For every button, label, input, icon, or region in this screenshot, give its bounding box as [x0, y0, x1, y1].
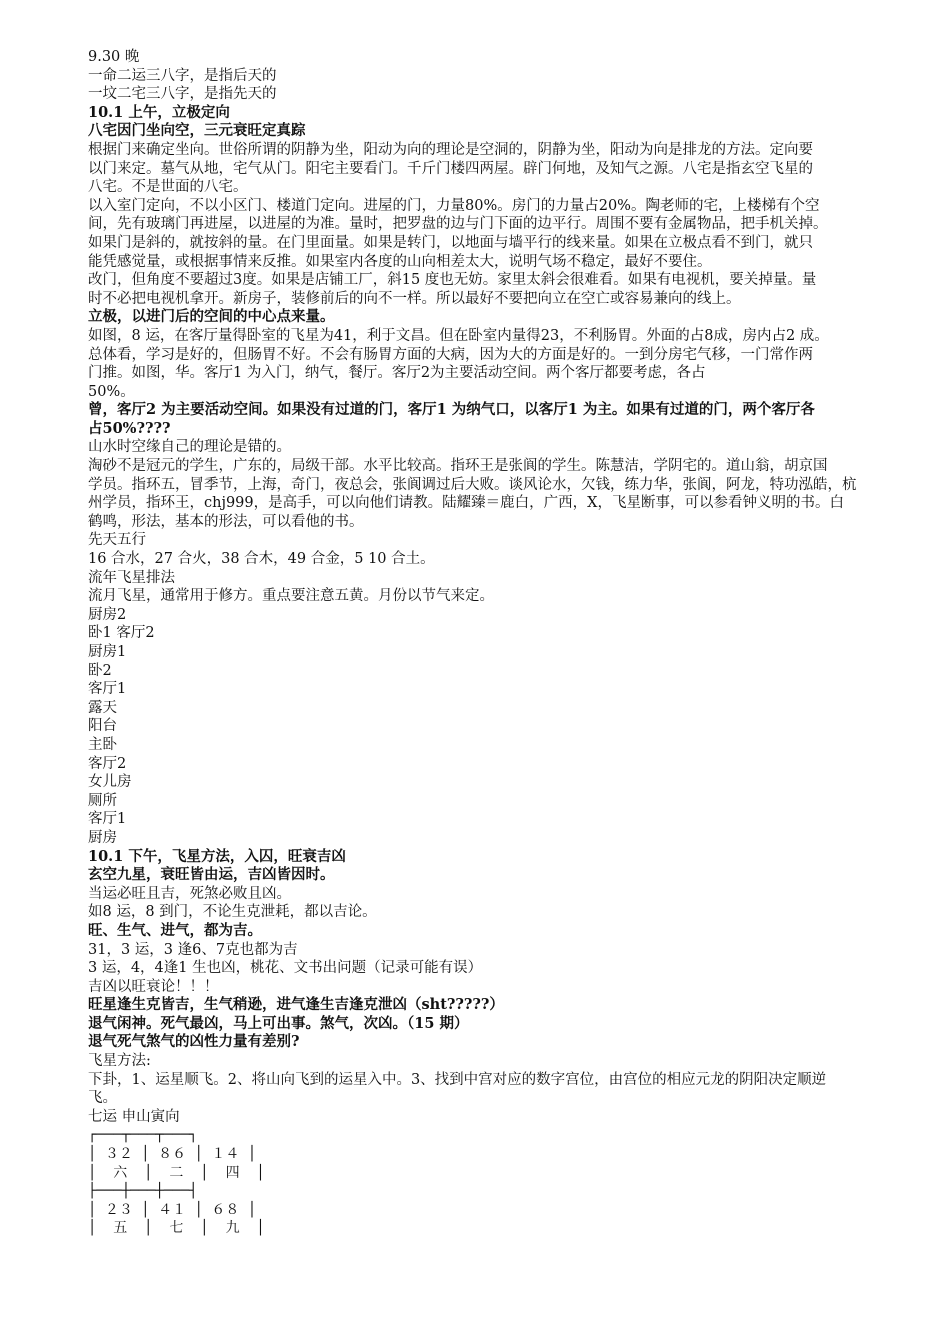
text-line: 如图，8 运，在客厅量得卧室的飞星为41，利于文昌。但在卧室内量得23，不利肠胃。外面的占8成，房内占2 成。	[88, 327, 829, 344]
heading-line: 退气死气煞气的凶性力量有差别?	[88, 1033, 300, 1051]
text-line: 3 运，4，4逢1 生也凶，桃花、文书出问题（记录可能有误）	[88, 960, 483, 977]
text-line: 50%。	[88, 383, 135, 400]
text-line: 一坟二宅三八字，是指先天的	[88, 86, 277, 103]
text-line: 能凭感觉量，或根据事情来反推。如果室内各度的山向相差太大，说明气场不稳定，最好不要住。	[88, 253, 712, 270]
text-line: 厨房1	[88, 644, 127, 660]
heading-line: 玄空九星，衰旺皆由运，吉凶皆因时。	[88, 866, 335, 884]
text-line: 鹤鸣，形法，基本的形法，可以看他的书。	[88, 513, 364, 530]
text-line: 主卧	[88, 736, 117, 753]
text-line: 时不必把电视机拿开。新房子，装修前后的向不一样。所以最好不要把向立在空亡或容易兼向的线上。	[88, 290, 741, 307]
text-line: 改门，但角度不要超过3度。如果是店铺工厂，斜15 度也无妨。家里太斜会很难看。如果有电视机，要关掉量。量	[88, 272, 817, 289]
chart-row: │ 六 │ 二 │ 四 │	[88, 1164, 265, 1181]
text-line: 先天五行	[88, 532, 146, 549]
text-line: 卧2	[88, 662, 112, 679]
text-line: 31，3 运，3 逢6、7克也都为吉	[88, 941, 298, 958]
text-line: 吉凶以旺衰论！！！	[88, 978, 219, 995]
chart-row: │ ２３ │ ４１ │ ６８ │	[88, 1201, 257, 1218]
text-line: 七运 申山寅向	[88, 1108, 180, 1125]
text-line: 如果门是斜的，就按斜的量。在门里面量。如果是转门，以地面与墙平行的线来量。如果在立极点看不到门，就只	[88, 234, 813, 251]
text-line: 八宅。不是世面的八宅。	[88, 179, 248, 196]
text-line: 飞星方法:	[88, 1053, 151, 1070]
heading-line: 占50%????	[88, 419, 171, 437]
heading-line: 退气闲神。死气最凶，马上可出事。煞气，次凶。（15 期）	[88, 1014, 469, 1032]
text-line: 根据门来确定坐向。世俗所谓的阴静为坐，阳动为向的理论是空洞的，阴静为坐，阳动为向是排龙的方法。定向要	[88, 141, 813, 158]
chart-row: │ 五 │ 七 │ 九 │	[88, 1220, 265, 1237]
chart-row: ├───┼───┼───┤	[88, 1183, 198, 1200]
flying-star-chart	[88, 1126, 898, 1238]
heading-line: 八宅因门坐向空，三元衰旺定真踪	[88, 122, 306, 140]
heading-line: 立极，以进门后的空间的中心点来量。	[88, 308, 335, 326]
text-line: 露天	[88, 699, 117, 716]
heading-line: 旺星逢生克皆吉，生气稍逊，进气逢生吉逢克泄凶（sht?????）	[88, 996, 504, 1014]
text-line: 山水时空缘自己的理论是错的。	[88, 439, 291, 456]
text-line: 客厅1	[88, 811, 127, 828]
chart-row: ┌───┬───┬───┐	[88, 1127, 198, 1144]
text-line: 流年飞星排法	[88, 569, 175, 586]
text-line: 州学员，指环王，chj999，是高手，可以向他们请教。陆耀臻＝鹿白，广西，X，飞星断事，可以参看钟义明的书。白	[88, 495, 844, 512]
text-line: 门推。如图，华。客厅1 为入门，纳气，餐厅。客厅2为主要活动空间。两个客厅都要考虑，各占	[88, 365, 706, 382]
text-line: 间，先有玻璃门再进屋，以进屋的为准。量时，把罗盘的边与门下面的边平行。周围不要有金属物品，把手机关掉。	[88, 216, 828, 233]
text-line: 一命二运三八字，是指后天的	[88, 67, 277, 84]
text-line: 当运必旺且吉，死煞必败且凶。	[88, 885, 291, 902]
text-line: 卧1 客厅2	[88, 625, 155, 642]
text-line: 客厅1	[88, 681, 127, 698]
text-line: 以门来定。墓气从地，宅气从门。阳宅主要看门。千斤门楼四两屋。辟门何地，及知气之源。八宅是指玄空飞星的	[88, 160, 813, 177]
heading-line: 旺、生气、进气，都为吉。	[88, 921, 262, 939]
text-line: 淘砂不是冠元的学生，广东的，局级干部。水平比较高。指环王是张阆的学生。陈慧洁，学阴宅的。道山翁，胡京国	[88, 458, 828, 475]
heading-line: 10.1 上午，立极定向	[88, 103, 230, 121]
text-line: 女儿房	[88, 774, 132, 791]
text-line: 总体看，学习是好的，但肠胃不好。不会有肠胃方面的大病，因为大的方面是好的。一到分房宅气移，一门常作两	[88, 346, 813, 363]
text-line: 16 合水，27 合火，38 合木，49 合金，5 10 合土。	[88, 551, 435, 568]
document-page	[88, 48, 898, 1238]
text-line: 厨房2	[88, 606, 127, 623]
chart-row: │ ３２ │ ８６ │ １４ │	[88, 1146, 257, 1163]
text-line: 下卦，1、运星顺飞。2、将山向飞到的运星入中。3、找到中宫对应的数字宫位，由宫位的相应元龙的阴阳决定顺逆	[88, 1071, 827, 1088]
text-line: 厕所	[88, 792, 117, 809]
heading-line: 10.1 下午，飞星方法，入囚，旺衰吉凶	[88, 847, 346, 865]
text-line: 学员。指环五，冒季节，上海，奇门，夜总会，张阆调过后大败。谈风论水，欠钱，练力华，张阆，阿龙，特功泓皓，杭	[88, 476, 857, 493]
text-line: 客厅2	[88, 755, 127, 772]
text-line: 9.30 晚	[88, 49, 140, 65]
text-line: 飞。	[88, 1090, 117, 1107]
text-line: 流月飞星，通常用于修方。重点要注意五黄。月份以节气来定。	[88, 588, 494, 605]
text-line: 如8 运，8 到门，不论生克泄耗，都以吉论。	[88, 904, 377, 921]
text-line: 厨房	[88, 829, 117, 846]
text-line: 阳台	[88, 718, 117, 735]
heading-line: 曾，客厅2 为主要活动空间。如果没有过道的门，客厅1 为纳气口，以客厅1 为主。如果有过道的门，两个客厅各	[88, 401, 815, 419]
text-line: 以入室门定向，不以小区门、楼道门定向。进屋的门，力量80%。房门的力量占20%。陶老师的宅，上楼梯有个空	[88, 197, 820, 214]
